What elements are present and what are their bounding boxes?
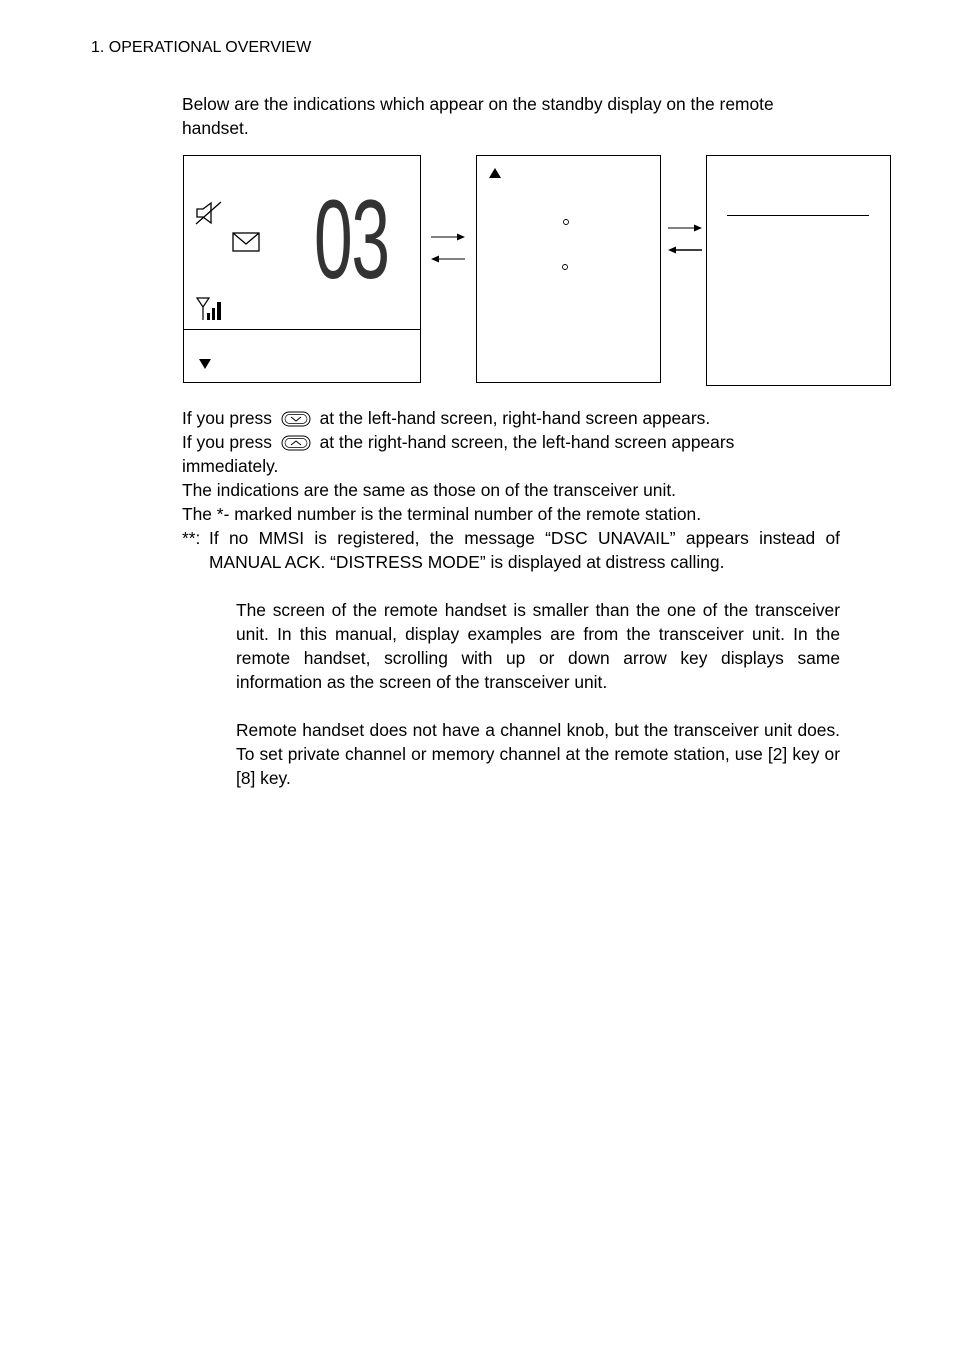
channel-number: 03: [314, 177, 389, 302]
note-line-1-after: at the left-hand screen, right-hand screen appears.: [319, 408, 711, 428]
note-line-2-before: If you press: [182, 432, 272, 452]
note-line-3: The indications are the same as those on of the transceiver unit.: [182, 480, 676, 500]
divider: [184, 329, 420, 330]
footnote-mark: **:: [182, 528, 201, 548]
footnote-line-2: MANUAL ACK. “DISTRESS MODE” is displayed at distress calling.: [209, 552, 725, 572]
bullet-marker: [562, 217, 570, 229]
note-line-2: [182, 430, 734, 457]
screen-transition-arrows: [429, 229, 467, 268]
note-line-1: [182, 406, 710, 433]
paragraph-channel-knob: Remote handset does not have a channel knob, but the transceiver unit does. To set private channel or memory channel at the remote station, use [2] key or [8] key.: [236, 720, 840, 788]
footnote-line-1: If no MMSI is registered, the message “DSC UNAVAIL” appears instead of: [209, 528, 840, 548]
signal-strength-icon: [196, 296, 224, 327]
screen-transition-arrows: [666, 220, 704, 261]
section-header: 1. OPERATIONAL OVERVIEW: [91, 39, 312, 56]
down-arrow-icon: [198, 357, 212, 375]
note-line-2-cont: immediately.: [182, 456, 279, 476]
intro-text: Below are the indications which appear on the standby display on the remote handset.: [182, 94, 774, 138]
note-line-2-after: at the right-hand screen, the left-hand screen appears: [319, 432, 735, 452]
title-underline: [727, 215, 869, 216]
up-key-icon: [281, 433, 311, 457]
note-line-4: The *- marked number is the terminal number of the remote station.: [182, 504, 702, 524]
left-screen: [183, 155, 421, 383]
envelope-icon: [232, 232, 260, 257]
note-line-1-before: If you press: [182, 408, 272, 428]
right-screen: [706, 155, 891, 386]
speaker-muted-icon: [194, 200, 224, 231]
paragraph-handset-screen: The screen of the remote handset is smaller than the one of the transceiver unit. In this manual, display examples are from the transceiver unit. In the remote handset, scrolling with up or down arrow key displays same information as the screen of the transceiver unit.: [236, 600, 840, 692]
bullet-marker: [561, 262, 569, 274]
middle-screen: [476, 155, 661, 383]
up-arrow-icon: [488, 166, 502, 184]
